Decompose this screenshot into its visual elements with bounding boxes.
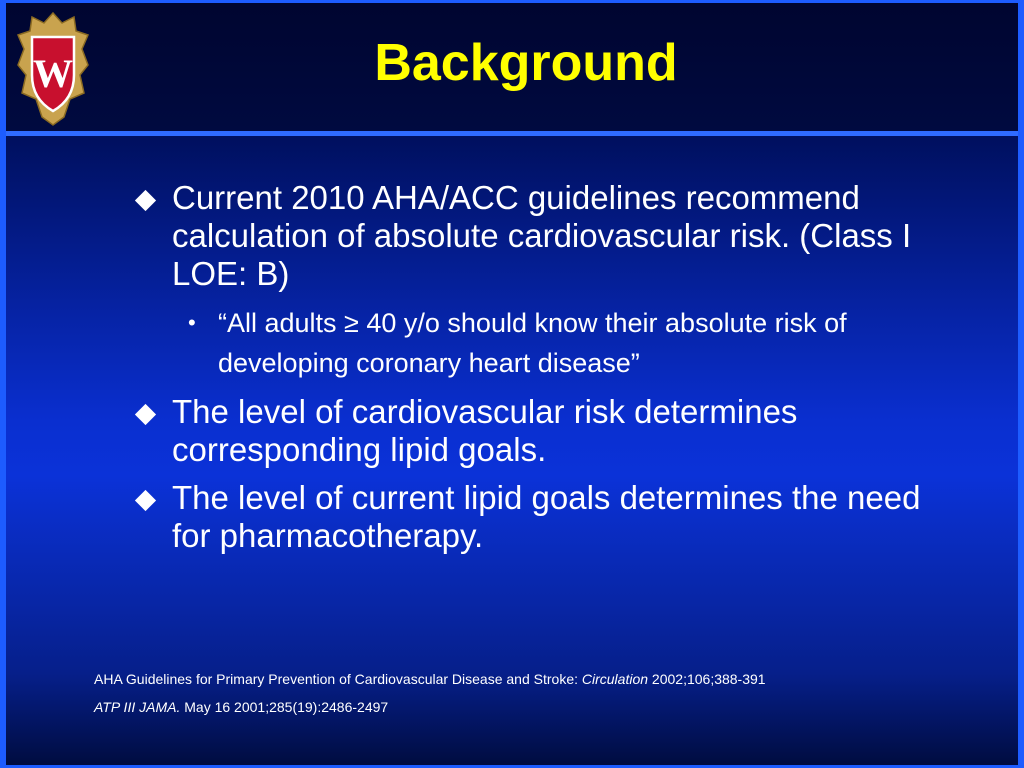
reference-text: AHA Guidelines for Primary Prevention of Cardiovascular Disease and Stroke: [94, 671, 582, 687]
sub-bullet-item [134, 303, 924, 383]
bullet-text: Current 2010 AHA/ACC guidelines recommend calculation of absolute cardiovascular risk. (Class I LOE: B) [172, 179, 912, 292]
reference-citation: May 16 2001;285(19):2486-2497 [180, 699, 389, 715]
university-crest-icon [14, 9, 92, 129]
crest-letter: W [33, 51, 73, 96]
dot-bullet-icon: • [188, 310, 196, 335]
reference-journal: Circulation [581, 671, 649, 687]
bullet-item [134, 179, 924, 293]
diamond-bullet-icon [135, 190, 156, 211]
bullet-text: The level of cardiovascular risk determines corresponding lipid goals. [172, 393, 798, 468]
reference-line [94, 693, 974, 721]
reference-citation: 2002;106;388-391 [648, 671, 766, 687]
diamond-bullet-icon [135, 404, 156, 425]
sub-bullet-text: “All adults ≥ 40 y/o should know their absolute risk of developing coronary heart disease” [218, 308, 847, 378]
reference-line [94, 665, 974, 693]
bullet-text: The level of current lipid goals determines the need for pharmacotherapy. [172, 479, 921, 554]
title-divider [6, 131, 1018, 136]
bullet-item [134, 393, 924, 469]
references [94, 665, 974, 721]
reference-journal: ATP III JAMA. [94, 699, 181, 715]
slide-title: Background [374, 34, 678, 92]
bullet-item [134, 479, 924, 555]
diamond-bullet-icon [135, 490, 156, 511]
bullet-list [134, 179, 924, 565]
